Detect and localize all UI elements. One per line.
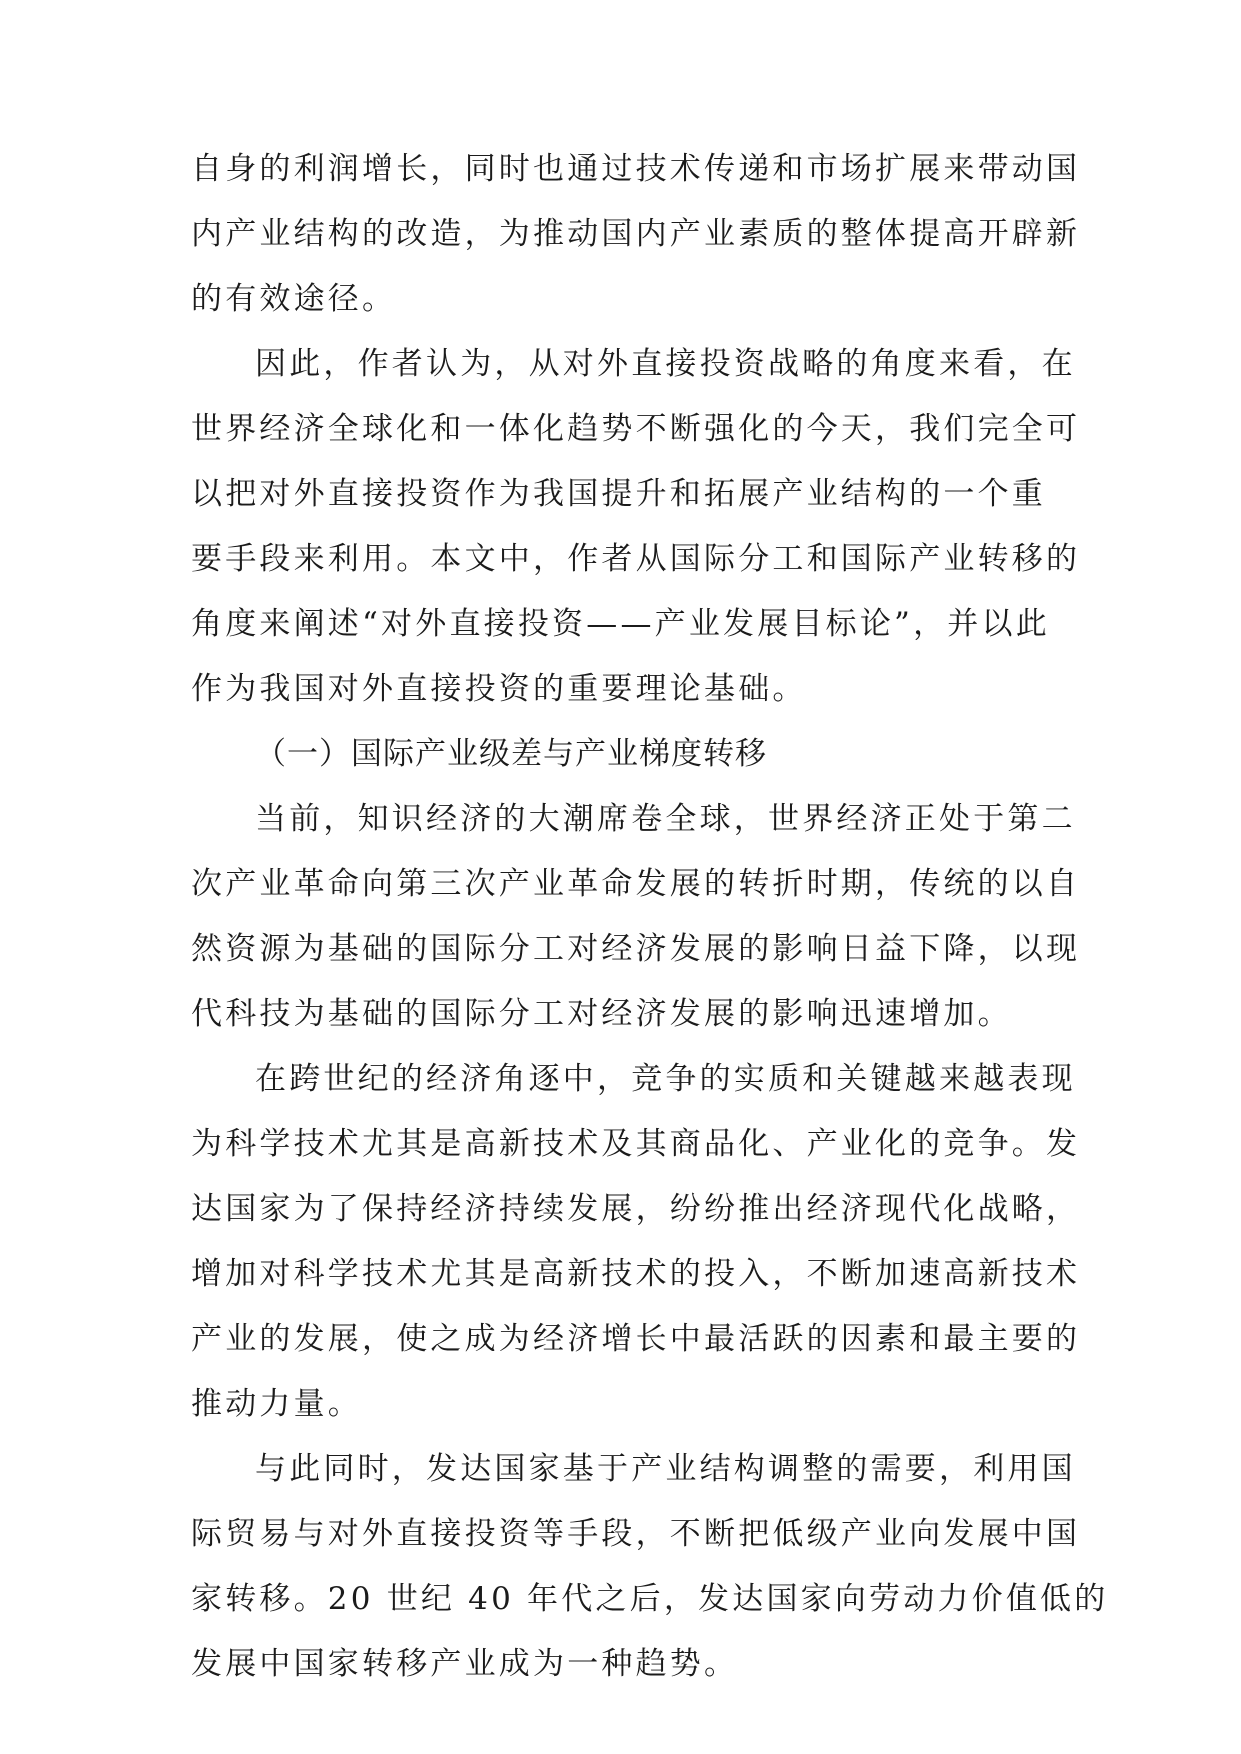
text-line: 增加对科学技术尤其是高新技术的投入，不断加速高新技术 [191, 1256, 1081, 1292]
text-line: 代科技为基础的国际分工对经济发展的影响迅速增加。 [191, 996, 1012, 1032]
text-line: 的有效途径。 [191, 281, 397, 317]
text-line: 角度来阐述“对外直接投资——产业发展目标论”，并以此 [191, 606, 1050, 642]
text-line: 自身的利润增长，同时也通过技术传递和市场扩展来带动国 [191, 151, 1081, 187]
text-line: 产业的发展，使之成为经济增长中最活跃的因素和最主要的 [191, 1321, 1081, 1357]
text-line: 要手段来利用。本文中，作者从国际分工和国际产业转移的 [191, 541, 1081, 577]
text-line: 次产业革命向第三次产业革命发展的转折时期，传统的以自 [191, 866, 1081, 902]
text-line: 发展中国家转移产业成为一种趋势。 [191, 1646, 739, 1682]
text-line: 达国家为了保持经济持续发展，纷纷推出经济现代化战略， [191, 1191, 1081, 1227]
text-line: 然资源为基础的国际分工对经济发展的影响日益下降，以现 [191, 931, 1081, 967]
paragraph-first-line: 与此同时，发达国家基于产业结构调整的需要，利用国 [255, 1451, 1076, 1487]
paragraph-first-line: 因此，作者认为，从对外直接投资战略的角度来看，在 [255, 346, 1076, 382]
paragraph-first-line: 当前，知识经济的大潮席卷全球，世界经济正处于第二 [255, 801, 1076, 837]
paragraph-first-line: 在跨世纪的经济角逐中，竞争的实质和关键越来越表现 [255, 1061, 1076, 1097]
text-line: 为科学技术尤其是高新技术及其商品化、产业化的竞争。发 [191, 1126, 1081, 1162]
text-line: 内产业结构的改造，为推动国内产业素质的整体提高开辟新 [191, 216, 1081, 252]
text-line: 际贸易与对外直接投资等手段，不断把低级产业向发展中国 [191, 1516, 1081, 1552]
text-line: 推动力量。 [191, 1386, 362, 1422]
section-heading: （一）国际产业级差与产业梯度转移 [255, 736, 767, 772]
text-line: 世界经济全球化和一体化趋势不断强化的今天，我们完全可 [191, 411, 1081, 447]
text-line: 家转移。20 世纪 40 年代之后，发达国家向劳动力价值低的 [191, 1581, 1109, 1617]
text-line: 以把对外直接投资作为我国提升和拓展产业结构的一个重 [191, 476, 1046, 512]
text-line: 作为我国对外直接投资的重要理论基础。 [191, 671, 807, 707]
